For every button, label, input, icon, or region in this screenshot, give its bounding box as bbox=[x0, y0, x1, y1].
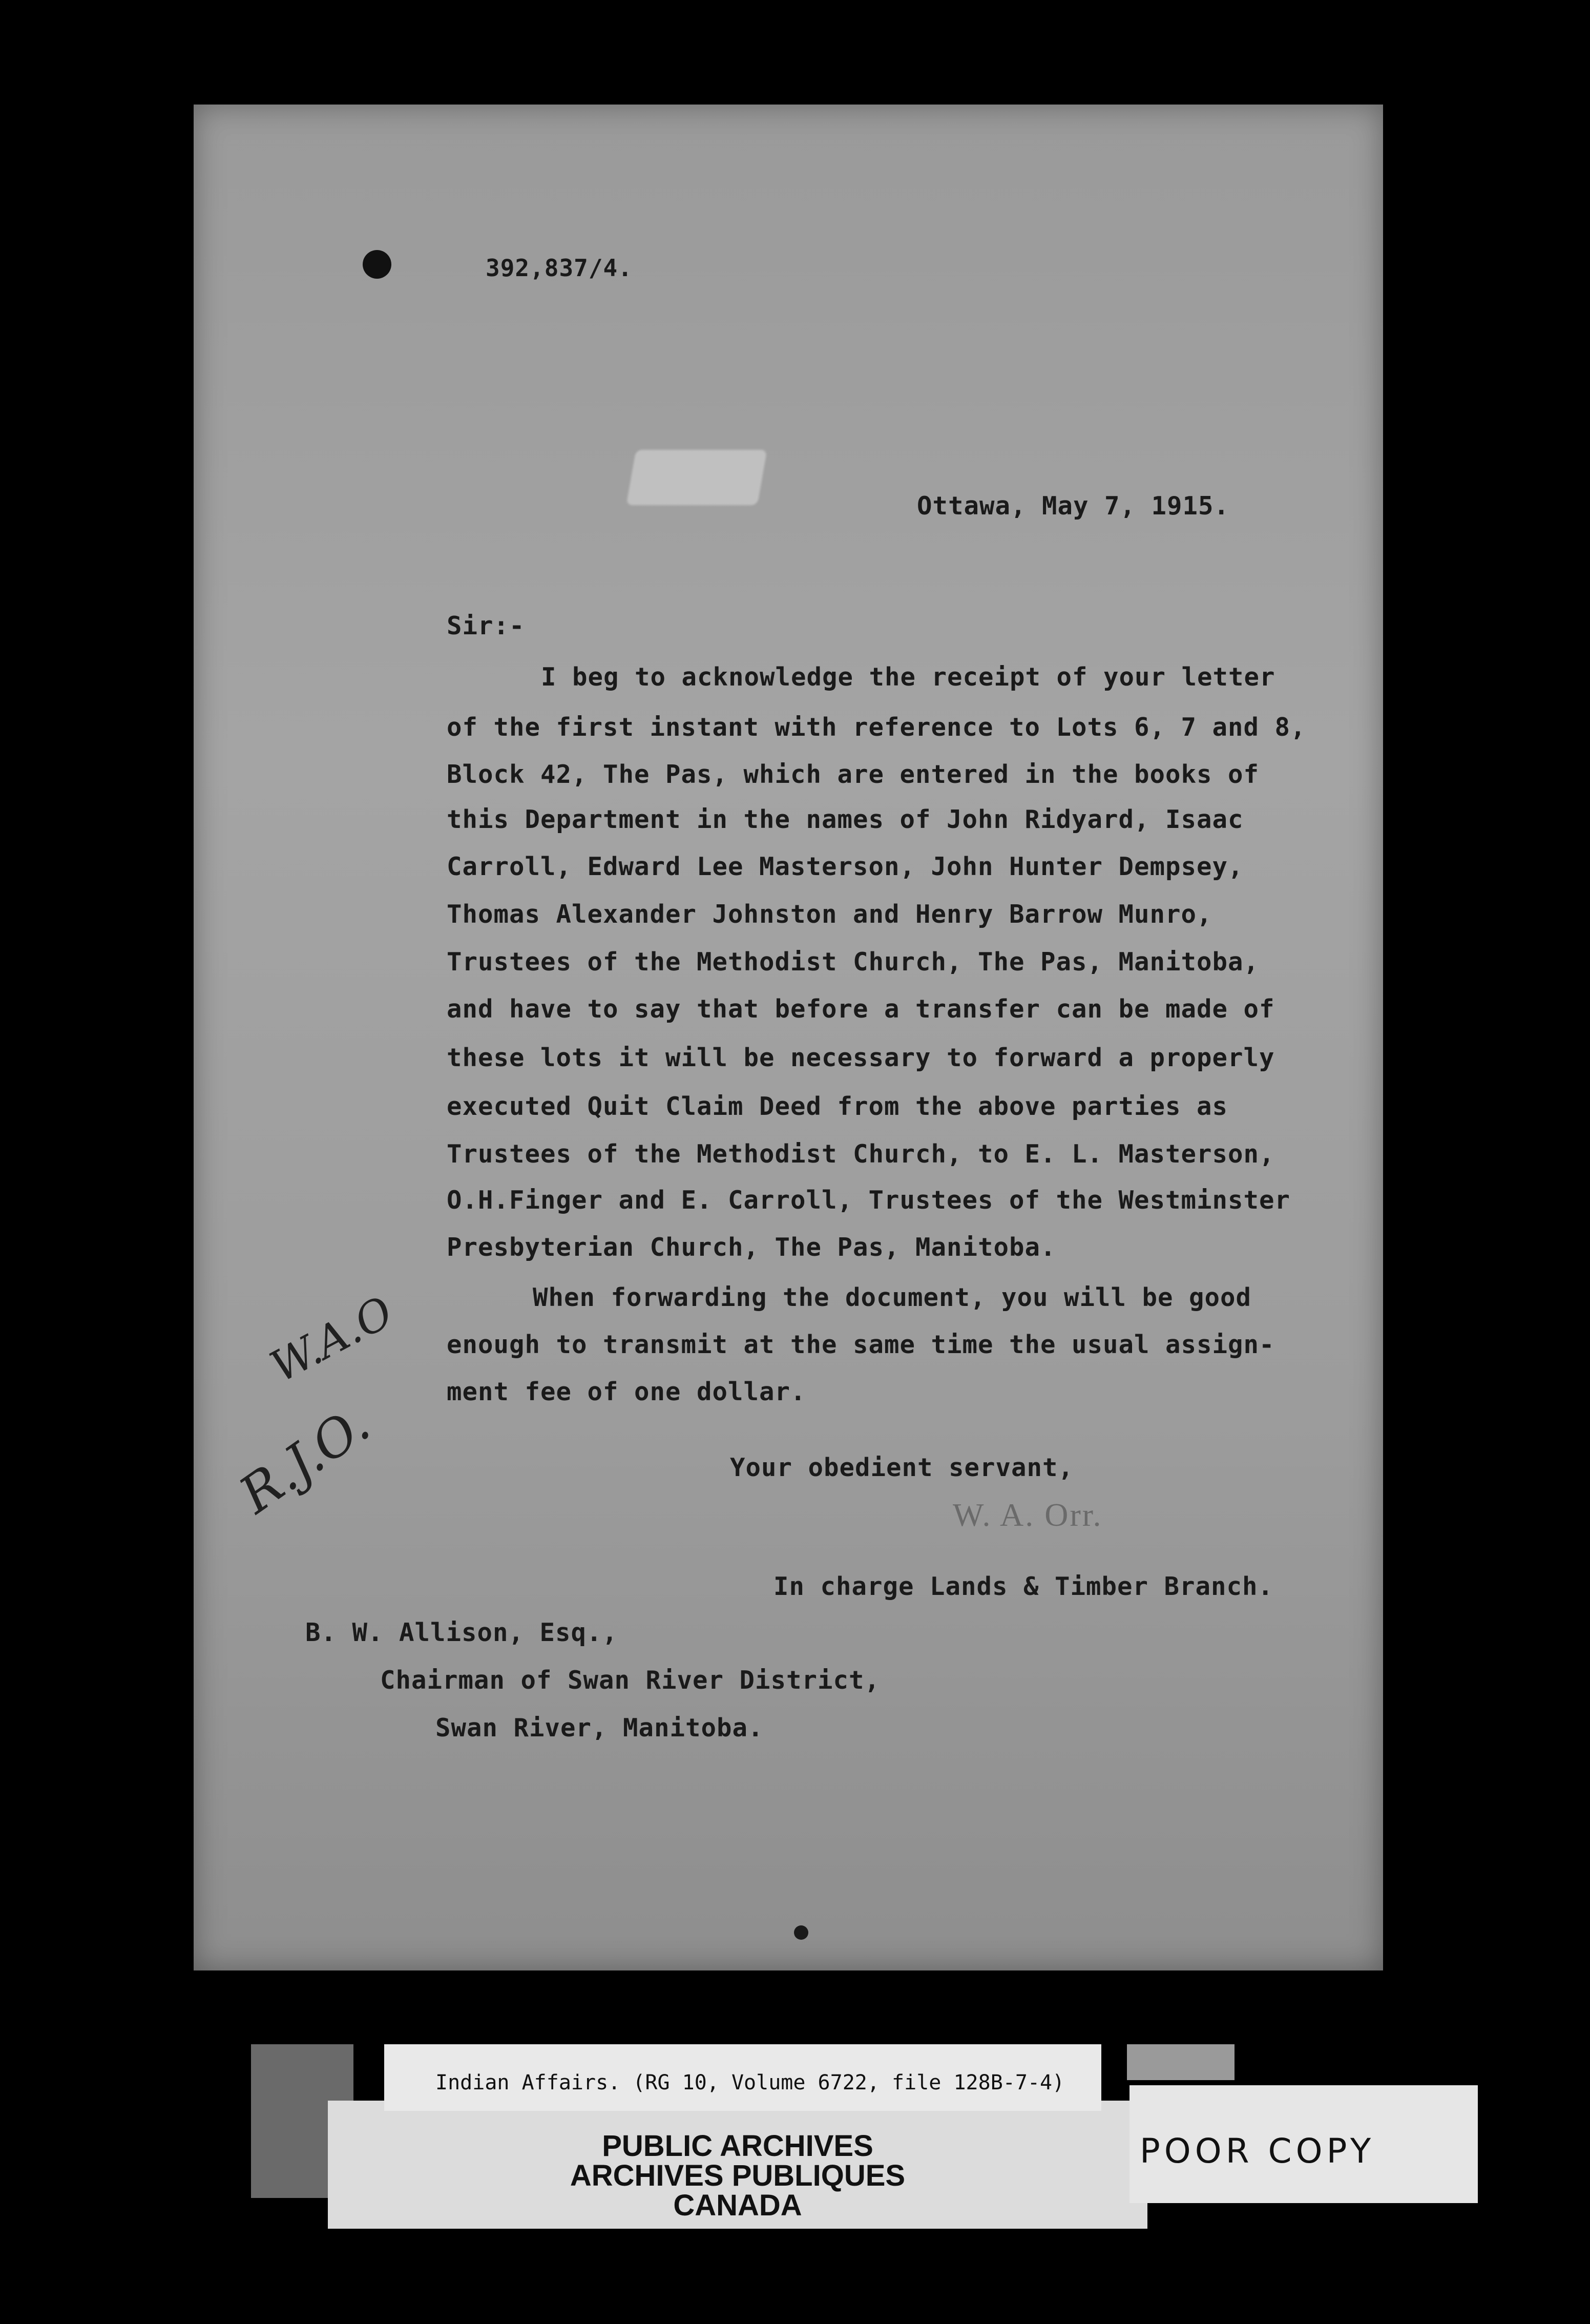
body-line: When forwarding the document, you will be good bbox=[533, 1283, 1252, 1312]
place-date: Ottawa, May 7, 1915. bbox=[917, 491, 1230, 521]
poor-copy-note: POOR COPY bbox=[1140, 2131, 1375, 2171]
signatory-title: In charge Lands & Timber Branch. bbox=[773, 1572, 1274, 1601]
addressee-line: Chairman of Swan River District, bbox=[380, 1666, 881, 1695]
salutation: Sir:- bbox=[447, 611, 525, 640]
body-line: of the first instant with reference to Lots 6, 7 and 8, bbox=[447, 713, 1306, 742]
margin-note-initials: R.J.O. bbox=[228, 1394, 381, 1525]
body-line: enough to transmit at the same time the usual assign- bbox=[447, 1330, 1275, 1359]
body-line: these lots it will be necessary to forward a properly bbox=[447, 1043, 1275, 1072]
signature: W. A. Orr. bbox=[953, 1497, 1103, 1533]
body-line: Trustees of the Methodist Church, The Pas, Manitoba, bbox=[447, 947, 1260, 977]
margin-note-initials: W.A.O bbox=[262, 1286, 401, 1393]
archive-reference: Indian Affairs. (RG 10, Volume 6722, file 128B-7-4) bbox=[435, 2071, 1065, 2094]
archives-line: CANADA bbox=[673, 2189, 802, 2222]
file-number: 392,837/4. bbox=[486, 254, 633, 282]
body-line: O.H.Finger and E. Carroll, Trustees of the Westminster bbox=[447, 1186, 1291, 1215]
body-line: Presbyterian Church, The Pas, Manitoba. bbox=[447, 1233, 1056, 1262]
paper-blemish bbox=[794, 1925, 808, 1940]
body-line: this Department in the names of John Ridyard, Isaac bbox=[447, 805, 1244, 834]
body-line: Carroll, Edward Lee Masterson, John Hunter Dempsey, bbox=[447, 852, 1244, 881]
body-line: executed Quit Claim Deed from the above parties as bbox=[447, 1092, 1228, 1121]
addressee-line: B. W. Allison, Esq., bbox=[305, 1618, 618, 1647]
body-line: I beg to acknowledge the receipt of your letter bbox=[541, 662, 1275, 692]
body-line: and have to say that before a transfer can be made of bbox=[447, 994, 1275, 1024]
body-line: ment fee of one dollar. bbox=[447, 1377, 806, 1406]
punch-hole bbox=[363, 250, 391, 279]
faded-stamp bbox=[626, 450, 767, 505]
body-line: Thomas Alexander Johnston and Henry Barrow Munro, bbox=[447, 900, 1212, 929]
closing: Your obedient servant, bbox=[730, 1453, 1074, 1482]
addressee-line: Swan River, Manitoba. bbox=[435, 1713, 764, 1742]
film-edge-mark bbox=[1127, 2044, 1235, 2080]
archives-line: PUBLIC ARCHIVES bbox=[602, 2129, 873, 2163]
body-line: Trustees of the Methodist Church, to E. L. Masterson, bbox=[447, 1139, 1275, 1169]
archives-line: ARCHIVES PUBLIQUES bbox=[570, 2159, 906, 2192]
body-line: Block 42, The Pas, which are entered in the books of bbox=[447, 760, 1260, 789]
